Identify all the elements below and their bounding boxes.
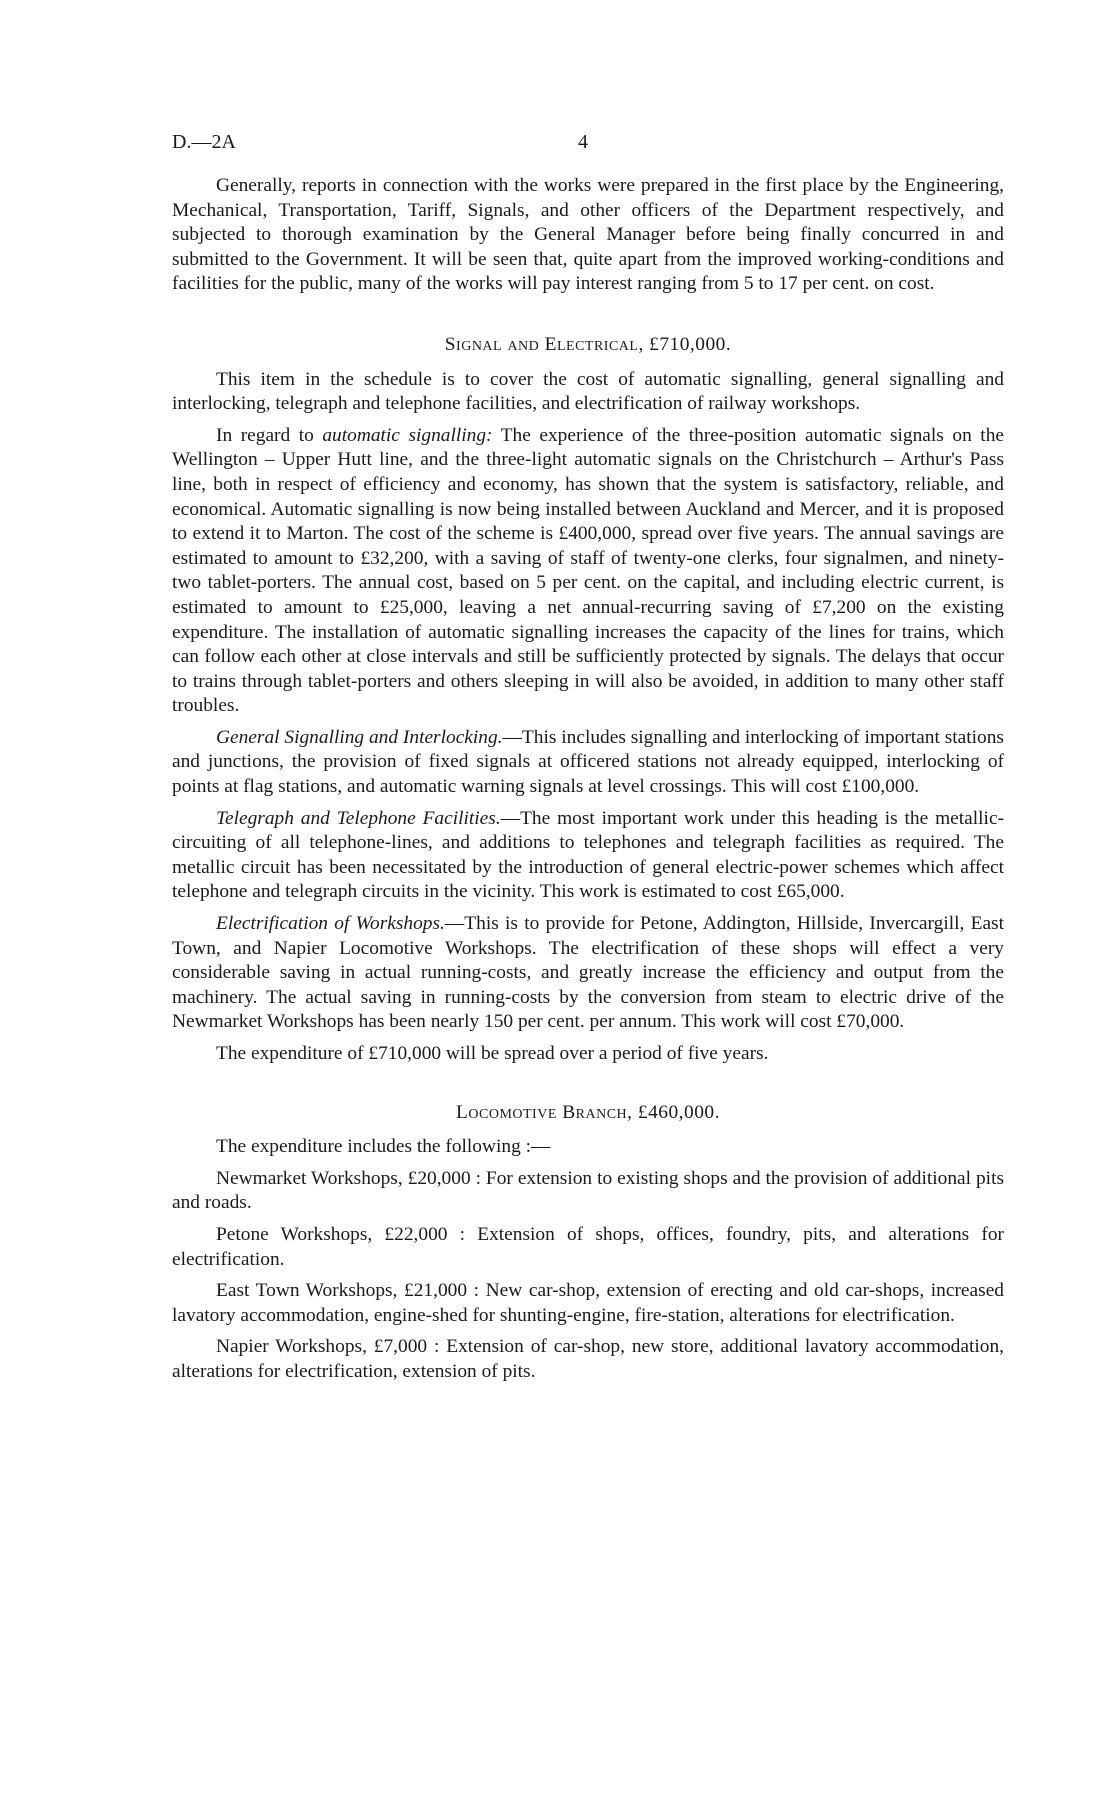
list-item: Newmarket Workshops, £20,000 : For extension to existing shops and the provision of additional pits and roads.	[172, 1167, 1004, 1214]
paragraph-italic-term: automatic signalling:	[322, 424, 493, 446]
locomotive-intro-paragraph: The expenditure includes the following :—	[216, 1136, 551, 1158]
page-header	[172, 131, 1004, 155]
page-number: 4	[578, 131, 588, 153]
paragraph-body: The experience of the three-position automatic signals on the Wellington – Upper Hutt line, and the three-light automatic signals on the Christchurch – Arthur's Pass line, both in respect of efficiency and economy, has shown that the system is satisfactory, reliable, and economical. Automatic signalling is now being installed between Auckland and Mercer, and it is proposed to extend it to Marton. The cost of the scheme is £400,000, spread over five years. The annual savings are estimated to amount to £32,200, with a saving of staff of twenty-one clerks, four signalmen, and ninety-two tablet-porters. The annual cost, based on 5 per cent. on the capital, and including electric current, is estimated to amount to £25,000, leaving a net annual-recurring saving of £7,200 on the existing expenditure. The installation of automatic signalling increases the capacity of the lines for trains, which can follow each other at close intervals and still be sufficiently protected by signals. The delays that occur to trains through tablet-porters and others sleeping in will also be avoided, in addition to many other staff troubles.	[172, 424, 1004, 717]
paragraph-body: —The most important work under this heading is the metallic-circuiting of all telephone-lines, and additions to telephones and telegraph facilities as required. The metallic circuit has been necessitated by the introduction of general electric-power schemes which affect telephone and telegraph circuits in the vicinity. This work is estimated to cost £65,000.	[172, 807, 1005, 903]
expenditure-paragraph: The expenditure of £710,000 will be spread over a period of five years.	[216, 1043, 769, 1064]
electrification-paragraph	[172, 912, 1004, 1035]
paragraph-italic-term: Telegraph and Telephone Facilities.	[216, 807, 501, 829]
paragraph-lead: In regard to	[216, 424, 323, 446]
paragraph-italic-term: General Signalling and Interlocking.	[216, 726, 503, 748]
locomotive-section-heading: Locomotive Branch, £460,000.	[456, 1101, 720, 1123]
paragraph-body: —This includes signalling and interlocking of important stations and junctions, the provision of fixed signals at officered stations not already equipped, interlocking of points at flag stations, and automatic warning signals at level crossings. This will cost £100,000.	[172, 726, 1004, 798]
intro-paragraph: Generally, reports in connection with the works were prepared in the first place by the Engineering, Mechanical, Transportation, Tariff, Signals, and other officers of the Department respectively, and subjected to thorough examination by the General Manager before being finally concurred in and submitted to the Government. It will be seen that, quite apart from the improved working-conditions and facilities for the public, many of the works will pay interest ranging from 5 to 17 per cent. on cost.	[172, 175, 1004, 295]
paragraph-italic-term: Electrification of Workshops.	[216, 913, 445, 935]
telegraph-paragraph	[172, 807, 1004, 905]
automatic-signalling-paragraph	[172, 424, 1004, 719]
signal-section-heading: Signal and Electrical, £710,000.	[444, 333, 732, 355]
paragraph-body: —This is to provide for Petone, Addington, Hillside, Invercargill, East Town, and Napier Locomotive Workshops. The electrification of these shops will effect a very considerable saving in actual running-costs, and greatly increase the efficiency and output from the machinery. The actual saving in running-costs by the conversion from steam to electric drive of the Newmarket Workshops has been nearly 150 per cent. per annum. This work will cost £70,000.	[172, 913, 1004, 1033]
document-reference: D.—2A	[172, 131, 236, 153]
signal-paragraph: This item in the schedule is to cover the cost of automatic signalling, general signalling and interlocking, telegraph and telephone facilities, and electrification of railway workshops.	[172, 368, 1004, 415]
list-item: East Town Workshops, £21,000 : New car-shop, extension of erecting and old car-shops, increased lavatory accommodation, engine-shed for shunting-engine, fire-station, alterations for electrification.	[172, 1280, 1004, 1326]
interlocking-paragraph	[172, 726, 1004, 800]
document-body	[172, 174, 1004, 1385]
list-item: Napier Workshops, £7,000 : Extension of car-shop, new store, additional lavatory accommodation, alterations for electrification, extension of pits.	[172, 1336, 1004, 1382]
list-item: Petone Workshops, £22,000 : Extension of shops, offices, foundry, pits, and alterations for electrification.	[172, 1223, 1004, 1270]
